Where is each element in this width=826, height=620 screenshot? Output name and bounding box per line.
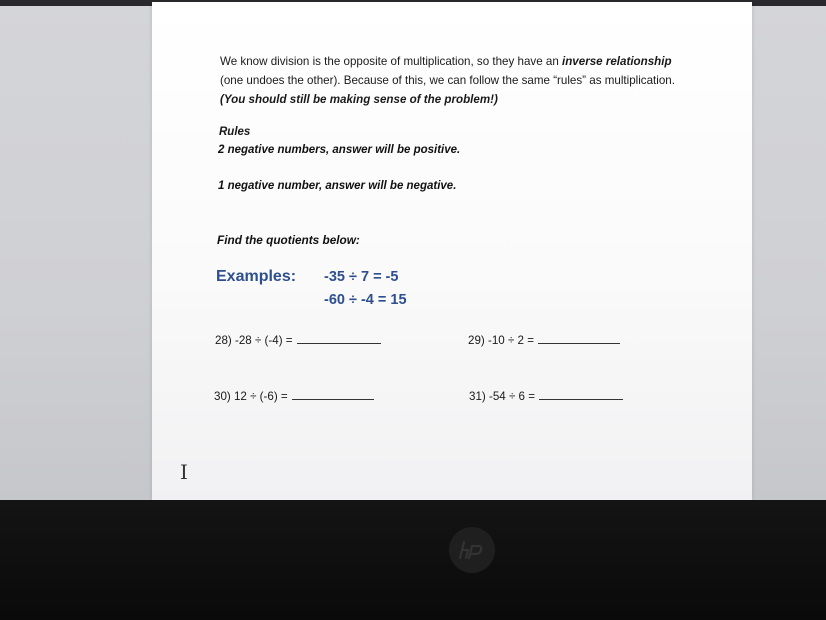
answer-blank[interactable]	[297, 342, 381, 344]
text-cursor-icon: I	[180, 460, 188, 484]
answer-blank[interactable]	[539, 398, 623, 400]
document-page	[152, 2, 752, 500]
problem-text: 31) -54 ÷ 6 =	[469, 390, 535, 403]
intro-part1: We know division is the opposite of multiplication, so they have an	[220, 55, 562, 68]
examples-label: Examples:	[216, 268, 297, 285]
intro-paragraph	[220, 52, 680, 109]
problem-28	[215, 334, 381, 347]
problem-text: 30) 12 ÷ (-6) =	[214, 390, 288, 403]
example-item: -35 ÷ 7 = -5	[324, 269, 399, 285]
example-item: -60 ÷ -4 = 15	[324, 292, 407, 308]
rules-heading: Rules	[219, 126, 251, 138]
intro-note: (You should still be making sense of the problem!)	[220, 93, 498, 106]
hp-logo-icon	[449, 527, 495, 573]
problem-text: 29) -10 ÷ 2 =	[468, 334, 534, 347]
problem-text: 28) -28 ÷ (-4) =	[215, 334, 293, 347]
rule-item: 1 negative number, answer will be negative.	[218, 180, 457, 192]
hp-logo-glyph-icon	[458, 540, 486, 560]
answer-blank[interactable]	[538, 342, 620, 344]
problem-30	[214, 390, 374, 403]
problem-31	[469, 390, 623, 403]
intro-part2: (one undoes the other). Because of this, we can follow the same “rules” as multiplication.	[220, 74, 675, 87]
rule-item: 2 negative numbers, answer will be positive.	[218, 144, 461, 156]
answer-blank[interactable]	[292, 398, 374, 400]
monitor-bezel	[0, 500, 826, 620]
instructions: Find the quotients below:	[217, 233, 360, 247]
intro-term: inverse relationship	[562, 55, 672, 68]
problem-29	[468, 334, 620, 347]
